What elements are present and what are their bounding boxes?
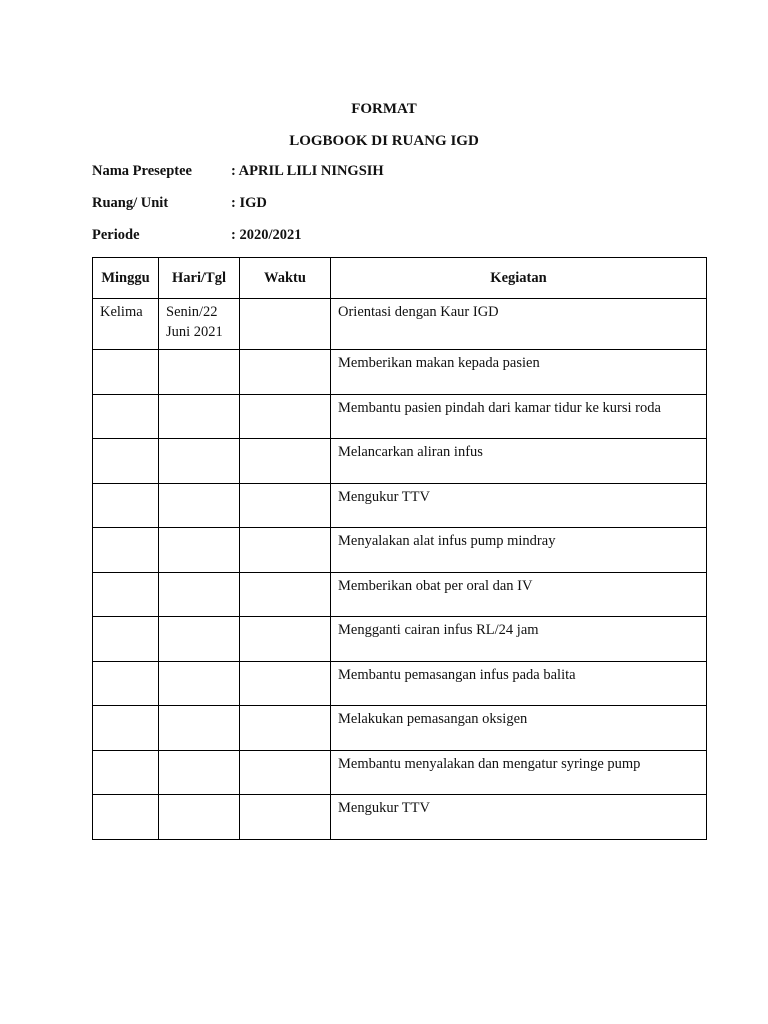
cell-kegiatan: Melancarkan aliran infus (331, 439, 707, 484)
cell-kegiatan: Orientasi dengan Kaur IGD (331, 299, 707, 350)
table-header-row (93, 258, 707, 299)
cell-minggu (93, 750, 159, 795)
cell-kegiatan: Membantu pasien pindah dari kamar tidur ke kursi roda (331, 394, 707, 439)
cell-hari-tgl (159, 661, 240, 706)
cell-minggu (93, 795, 159, 840)
cell-hari-tgl (159, 528, 240, 573)
periode-value: : 2020/2021 (231, 227, 302, 243)
cell-hari-tgl (159, 617, 240, 662)
nama-value: : APRIL LILI NINGSIH (231, 163, 384, 179)
header-waktu: Waktu (240, 258, 331, 299)
cell-minggu (93, 572, 159, 617)
table-row (93, 350, 707, 395)
ruang-value: : IGD (231, 195, 267, 211)
document-title: FORMAT (351, 101, 417, 117)
cell-hari-tgl (159, 483, 240, 528)
cell-minggu (93, 483, 159, 528)
info-nama (92, 163, 384, 180)
table-row (93, 617, 707, 662)
cell-kegiatan: Mengganti cairan infus RL/24 jam (331, 617, 707, 662)
cell-waktu (240, 350, 331, 395)
header-hari-tgl: Hari/Tgl (159, 258, 240, 299)
cell-hari-tgl (159, 572, 240, 617)
ruang-label: Ruang/ Unit (92, 195, 169, 211)
periode-label: Periode (92, 227, 140, 243)
cell-minggu (93, 661, 159, 706)
cell-waktu (240, 483, 331, 528)
cell-kegiatan: Memberikan makan kepada pasien (331, 350, 707, 395)
cell-kegiatan: Membantu pemasangan infus pada balita (331, 661, 707, 706)
cell-hari-tgl (159, 394, 240, 439)
cell-waktu (240, 750, 331, 795)
nama-label: Nama Preseptee (92, 163, 192, 179)
cell-minggu (93, 617, 159, 662)
cell-hari-tgl (159, 439, 240, 484)
cell-hari-tgl (159, 350, 240, 395)
cell-waktu (240, 439, 331, 484)
cell-minggu (93, 394, 159, 439)
cell-waktu (240, 617, 331, 662)
cell-waktu (240, 706, 331, 751)
table-row (93, 483, 707, 528)
cell-waktu (240, 394, 331, 439)
cell-waktu (240, 528, 331, 573)
table-row (93, 750, 707, 795)
table-row (93, 394, 707, 439)
header-kegiatan: Kegiatan (331, 258, 707, 299)
header-minggu: Minggu (93, 258, 159, 299)
cell-kegiatan: Mengukur TTV (331, 483, 707, 528)
cell-kegiatan: Mengukur TTV (331, 795, 707, 840)
cell-kegiatan: Membantu menyalakan dan mengatur syringe pump (331, 750, 707, 795)
cell-kegiatan: Memberikan obat per oral dan IV (331, 572, 707, 617)
cell-kegiatan: Melakukan pemasangan oksigen (331, 706, 707, 751)
cell-minggu (93, 706, 159, 751)
table-row (93, 439, 707, 484)
cell-hari-tgl (159, 750, 240, 795)
table-row (93, 572, 707, 617)
cell-waktu (240, 299, 331, 350)
table-row (93, 706, 707, 751)
cell-kegiatan: Menyalakan alat infus pump mindray (331, 528, 707, 573)
cell-minggu (93, 528, 159, 573)
table-row (93, 661, 707, 706)
table-row (93, 299, 707, 350)
cell-minggu (93, 439, 159, 484)
info-periode (92, 227, 301, 244)
document-subtitle: LOGBOOK DI RUANG IGD (289, 133, 479, 149)
cell-waktu (240, 572, 331, 617)
table-row (93, 528, 707, 573)
logbook-table (92, 257, 707, 840)
table-row (93, 795, 707, 840)
cell-hari-tgl (159, 706, 240, 751)
cell-hari-tgl (159, 795, 240, 840)
cell-hari-tgl: Senin/22 Juni 2021 (159, 299, 240, 350)
cell-waktu (240, 661, 331, 706)
cell-minggu: Kelima (93, 299, 159, 350)
table-body (93, 299, 707, 840)
cell-waktu (240, 795, 331, 840)
cell-minggu (93, 350, 159, 395)
info-ruang (92, 195, 267, 212)
